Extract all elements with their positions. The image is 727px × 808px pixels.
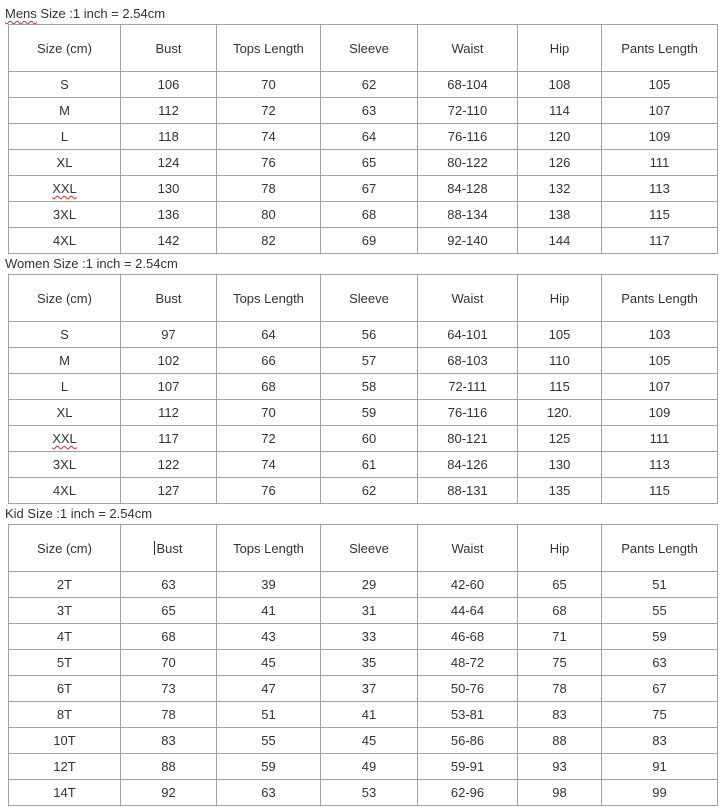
bust-cell: 122 <box>121 452 217 478</box>
sleeve-cell: 49 <box>321 754 418 780</box>
tops-length-cell: 66 <box>217 348 321 374</box>
hip-cell: 105 <box>518 322 602 348</box>
tops-length-cell: 55 <box>217 728 321 754</box>
column-header-label: Hip <box>549 540 570 556</box>
size-cell <box>9 650 121 676</box>
pants-length-cell: 67 <box>602 676 718 702</box>
column-header-hip <box>518 525 602 572</box>
size-cell <box>9 150 121 176</box>
hip-cell: 71 <box>518 624 602 650</box>
tops-length-cell: 45 <box>217 650 321 676</box>
bust-cell: 112 <box>121 98 217 124</box>
waist-cell: 46-68 <box>418 624 518 650</box>
waist-cell: 68-104 <box>418 72 518 98</box>
column-header-waist <box>418 25 518 72</box>
size-cell <box>9 728 121 754</box>
table-row <box>9 676 718 702</box>
hip-cell: 114 <box>518 98 602 124</box>
table-row <box>9 754 718 780</box>
table-row <box>9 374 718 400</box>
bust-cell: 117 <box>121 426 217 452</box>
sleeve-cell: 41 <box>321 702 418 728</box>
table-row <box>9 702 718 728</box>
title-text: Women Size :1 inch = 2.54cm <box>5 256 178 271</box>
tops-length-cell: 51 <box>217 702 321 728</box>
hip-cell: 135 <box>518 478 602 504</box>
pants-length-cell: 109 <box>602 400 718 426</box>
hip-cell: 138 <box>518 202 602 228</box>
sleeve-cell: 57 <box>321 348 418 374</box>
pants-length-cell: 105 <box>602 348 718 374</box>
size-label: 2T <box>56 577 73 592</box>
pants-length-cell: 105 <box>602 72 718 98</box>
size-cell <box>9 228 121 254</box>
tops-length-cell: 80 <box>217 202 321 228</box>
table-row <box>9 348 718 374</box>
waist-cell: 48-72 <box>418 650 518 676</box>
hip-cell: 108 <box>518 72 602 98</box>
waist-cell: 53-81 <box>418 702 518 728</box>
bust-cell: 65 <box>121 598 217 624</box>
pants-length-cell: 107 <box>602 374 718 400</box>
column-header-tops-length <box>217 25 321 72</box>
size-label: S <box>60 77 69 92</box>
waist-cell: 72-110 <box>418 98 518 124</box>
bust-cell: 127 <box>121 478 217 504</box>
waist-cell: 80-122 <box>418 150 518 176</box>
tops-length-cell: 43 <box>217 624 321 650</box>
bust-cell: 83 <box>121 728 217 754</box>
table-row <box>9 202 718 228</box>
size-label: 4T <box>56 629 73 644</box>
bust-cell: 124 <box>121 150 217 176</box>
column-header-label: Sleeve <box>349 40 389 56</box>
size-cell <box>9 374 121 400</box>
tops-length-cell: 82 <box>217 228 321 254</box>
column-header-label: Size (cm) <box>37 540 92 556</box>
sleeve-cell: 64 <box>321 124 418 150</box>
pants-length-cell: 115 <box>602 202 718 228</box>
hip-cell: 78 <box>518 676 602 702</box>
kid-size-title <box>0 504 727 524</box>
size-label: 6T <box>56 681 73 696</box>
pants-length-cell: 75 <box>602 702 718 728</box>
pants-length-cell: 51 <box>602 572 718 598</box>
sleeve-cell: 29 <box>321 572 418 598</box>
column-header-sleeve <box>321 525 418 572</box>
sleeve-cell: 56 <box>321 322 418 348</box>
size-label: XL <box>56 405 73 420</box>
size-cell <box>9 676 121 702</box>
table-row <box>9 98 718 124</box>
bust-cell: 70 <box>121 650 217 676</box>
waist-cell: 88-131 <box>418 478 518 504</box>
tops-length-cell: 68 <box>217 374 321 400</box>
waist-cell: 56-86 <box>418 728 518 754</box>
table-row <box>9 728 718 754</box>
table-row <box>9 400 718 426</box>
pants-length-cell: 113 <box>602 176 718 202</box>
table-row <box>9 228 718 254</box>
kid-size-table <box>8 524 718 806</box>
size-cell <box>9 348 121 374</box>
table-row <box>9 72 718 98</box>
size-label: M <box>59 353 70 368</box>
tops-length-cell: 72 <box>217 426 321 452</box>
column-header-bust <box>121 525 217 572</box>
column-header-bust <box>121 275 217 322</box>
column-header-label: Waist <box>451 290 484 306</box>
pants-length-cell: 91 <box>602 754 718 780</box>
column-header-sleeve <box>321 275 418 322</box>
column-header-tops-length <box>217 275 321 322</box>
pants-length-cell: 113 <box>602 452 718 478</box>
column-header-pants-length <box>602 525 718 572</box>
size-cell <box>9 624 121 650</box>
pants-length-cell: 117 <box>602 228 718 254</box>
column-header-label: Sleeve <box>349 540 389 556</box>
bust-cell: 92 <box>121 780 217 806</box>
pants-length-cell: 111 <box>602 426 718 452</box>
size-cell <box>9 572 121 598</box>
women-size-title <box>0 254 727 274</box>
column-header-size-cm <box>9 525 121 572</box>
sleeve-cell: 45 <box>321 728 418 754</box>
size-label: L <box>60 379 69 394</box>
size-cell <box>9 780 121 806</box>
column-header-label: Sleeve <box>349 290 389 306</box>
sleeve-cell: 59 <box>321 400 418 426</box>
tops-length-cell: 72 <box>217 98 321 124</box>
size-label: XL <box>56 155 73 170</box>
size-label: XXL <box>52 431 77 446</box>
sleeve-cell: 62 <box>321 478 418 504</box>
pants-length-cell: 99 <box>602 780 718 806</box>
size-label: 10T <box>53 733 76 748</box>
header-row <box>9 25 718 72</box>
bust-cell: 88 <box>121 754 217 780</box>
waist-cell: 42-60 <box>418 572 518 598</box>
tops-length-cell: 39 <box>217 572 321 598</box>
tops-length-cell: 59 <box>217 754 321 780</box>
sleeve-cell: 63 <box>321 98 418 124</box>
tops-length-cell: 78 <box>217 176 321 202</box>
column-header-pants-length <box>602 25 718 72</box>
tops-length-cell: 74 <box>217 452 321 478</box>
hip-cell: 88 <box>518 728 602 754</box>
hip-cell: 93 <box>518 754 602 780</box>
hip-cell: 115 <box>518 374 602 400</box>
tops-length-cell: 64 <box>217 322 321 348</box>
waist-cell: 68-103 <box>418 348 518 374</box>
size-label: 12T <box>53 759 76 774</box>
column-header-hip <box>518 275 602 322</box>
bust-cell: 130 <box>121 176 217 202</box>
hip-cell: 98 <box>518 780 602 806</box>
column-header-label: Tops Length <box>233 40 304 56</box>
size-cell <box>9 598 121 624</box>
bust-cell: 78 <box>121 702 217 728</box>
column-header-waist <box>418 275 518 322</box>
size-label: XXL <box>52 181 77 196</box>
sleeve-cell: 61 <box>321 452 418 478</box>
pants-length-cell: 107 <box>602 98 718 124</box>
sleeve-cell: 69 <box>321 228 418 254</box>
hip-cell: 126 <box>518 150 602 176</box>
size-label: 4XL <box>52 483 77 498</box>
pants-length-cell: 63 <box>602 650 718 676</box>
header-row <box>9 525 718 572</box>
size-label: L <box>60 129 69 144</box>
bust-cell: 68 <box>121 624 217 650</box>
bust-cell: 118 <box>121 124 217 150</box>
hip-cell: 83 <box>518 702 602 728</box>
size-cell <box>9 124 121 150</box>
title-text: Kid Size :1 inch = 2.54cm <box>5 506 153 521</box>
column-header-label: Hip <box>549 40 570 56</box>
bust-cell: 106 <box>121 72 217 98</box>
bust-cell: 73 <box>121 676 217 702</box>
waist-cell: 62-96 <box>418 780 518 806</box>
hip-cell: 75 <box>518 650 602 676</box>
women-size-table <box>8 274 718 504</box>
sleeve-cell: 58 <box>321 374 418 400</box>
table-row <box>9 780 718 806</box>
size-label: 5T <box>56 655 73 670</box>
sleeve-cell: 31 <box>321 598 418 624</box>
waist-cell: 80-121 <box>418 426 518 452</box>
mens-size-title <box>0 4 727 24</box>
bust-cell: 102 <box>121 348 217 374</box>
column-header-label: Bust <box>156 540 183 556</box>
waist-cell: 84-126 <box>418 452 518 478</box>
column-header-label: Hip <box>549 290 570 306</box>
hip-cell: 130 <box>518 452 602 478</box>
size-label: 3XL <box>52 207 77 222</box>
pants-length-cell: 55 <box>602 598 718 624</box>
column-header-label: Waist <box>451 40 484 56</box>
waist-cell: 76-116 <box>418 400 518 426</box>
bust-cell: 63 <box>121 572 217 598</box>
column-header-sleeve <box>321 25 418 72</box>
sleeve-cell: 53 <box>321 780 418 806</box>
tops-length-cell: 70 <box>217 400 321 426</box>
size-cell <box>9 478 121 504</box>
waist-cell: 59-91 <box>418 754 518 780</box>
pants-length-cell: 109 <box>602 124 718 150</box>
bust-cell: 136 <box>121 202 217 228</box>
header-row <box>9 275 718 322</box>
size-cell <box>9 754 121 780</box>
waist-cell: 64-101 <box>418 322 518 348</box>
size-cell <box>9 72 121 98</box>
table-row <box>9 452 718 478</box>
pants-length-cell: 83 <box>602 728 718 754</box>
hip-cell: 65 <box>518 572 602 598</box>
column-header-label: Pants Length <box>621 40 698 56</box>
size-label: 3XL <box>52 457 77 472</box>
misspelled-word: Mens <box>5 6 37 21</box>
size-cell <box>9 322 121 348</box>
bust-cell: 142 <box>121 228 217 254</box>
column-header-label: Pants Length <box>621 290 698 306</box>
sleeve-cell: 65 <box>321 150 418 176</box>
waist-cell: 88-134 <box>418 202 518 228</box>
column-header-label: Pants Length <box>621 540 698 556</box>
pants-length-cell: 103 <box>602 322 718 348</box>
waist-cell: 44-64 <box>418 598 518 624</box>
waist-cell: 84-128 <box>418 176 518 202</box>
size-label: M <box>59 103 70 118</box>
column-header-label: Bust <box>155 290 182 306</box>
size-cell <box>9 98 121 124</box>
table-row <box>9 124 718 150</box>
table-row <box>9 322 718 348</box>
column-header-waist <box>418 525 518 572</box>
sleeve-cell: 35 <box>321 650 418 676</box>
column-header-size-cm <box>9 25 121 72</box>
column-header-size-cm <box>9 275 121 322</box>
bust-cell: 112 <box>121 400 217 426</box>
tops-length-cell: 70 <box>217 72 321 98</box>
table-row <box>9 598 718 624</box>
pants-length-cell: 115 <box>602 478 718 504</box>
size-label: 14T <box>53 785 76 800</box>
hip-cell: 120 <box>518 124 602 150</box>
tops-length-cell: 47 <box>217 676 321 702</box>
mens-size-table <box>8 24 718 254</box>
pants-length-cell: 59 <box>602 624 718 650</box>
size-cell <box>9 176 121 202</box>
size-label: 8T <box>56 707 73 722</box>
size-cell <box>9 202 121 228</box>
hip-cell: 120. <box>518 400 602 426</box>
waist-cell: 76-116 <box>418 124 518 150</box>
tops-length-cell: 76 <box>217 150 321 176</box>
bust-cell: 107 <box>121 374 217 400</box>
sleeve-cell: 60 <box>321 426 418 452</box>
sleeve-cell: 33 <box>321 624 418 650</box>
tops-length-cell: 76 <box>217 478 321 504</box>
tops-length-cell: 63 <box>217 780 321 806</box>
table-row <box>9 624 718 650</box>
table-row <box>9 176 718 202</box>
column-header-label: Waist <box>451 540 484 556</box>
table-row <box>9 572 718 598</box>
table-row <box>9 478 718 504</box>
size-cell <box>9 400 121 426</box>
size-cell <box>9 426 121 452</box>
hip-cell: 110 <box>518 348 602 374</box>
column-header-bust <box>121 25 217 72</box>
tops-length-cell: 41 <box>217 598 321 624</box>
size-cell <box>9 452 121 478</box>
tops-length-cell: 74 <box>217 124 321 150</box>
column-header-label: Tops Length <box>233 290 304 306</box>
column-header-label: Tops Length <box>233 540 304 556</box>
size-label: 3T <box>56 603 73 618</box>
bust-cell: 97 <box>121 322 217 348</box>
waist-cell: 72-111 <box>418 374 518 400</box>
column-header-label: Size (cm) <box>37 290 92 306</box>
waist-cell: 50-76 <box>418 676 518 702</box>
column-header-label: Size (cm) <box>37 40 92 56</box>
hip-cell: 125 <box>518 426 602 452</box>
sleeve-cell: 67 <box>321 176 418 202</box>
waist-cell: 92-140 <box>418 228 518 254</box>
column-header-hip <box>518 25 602 72</box>
column-header-tops-length <box>217 525 321 572</box>
size-label: 4XL <box>52 233 77 248</box>
sleeve-cell: 37 <box>321 676 418 702</box>
size-label: S <box>60 327 69 342</box>
size-cell <box>9 702 121 728</box>
hip-cell: 144 <box>518 228 602 254</box>
sleeve-cell: 62 <box>321 72 418 98</box>
column-header-pants-length <box>602 275 718 322</box>
pants-length-cell: 111 <box>602 150 718 176</box>
title-text: Size :1 inch = 2.54cm <box>36 6 166 21</box>
table-row <box>9 426 718 452</box>
table-row <box>9 150 718 176</box>
table-row <box>9 650 718 676</box>
hip-cell: 132 <box>518 176 602 202</box>
column-header-label: Bust <box>155 40 182 56</box>
hip-cell: 68 <box>518 598 602 624</box>
sleeve-cell: 68 <box>321 202 418 228</box>
